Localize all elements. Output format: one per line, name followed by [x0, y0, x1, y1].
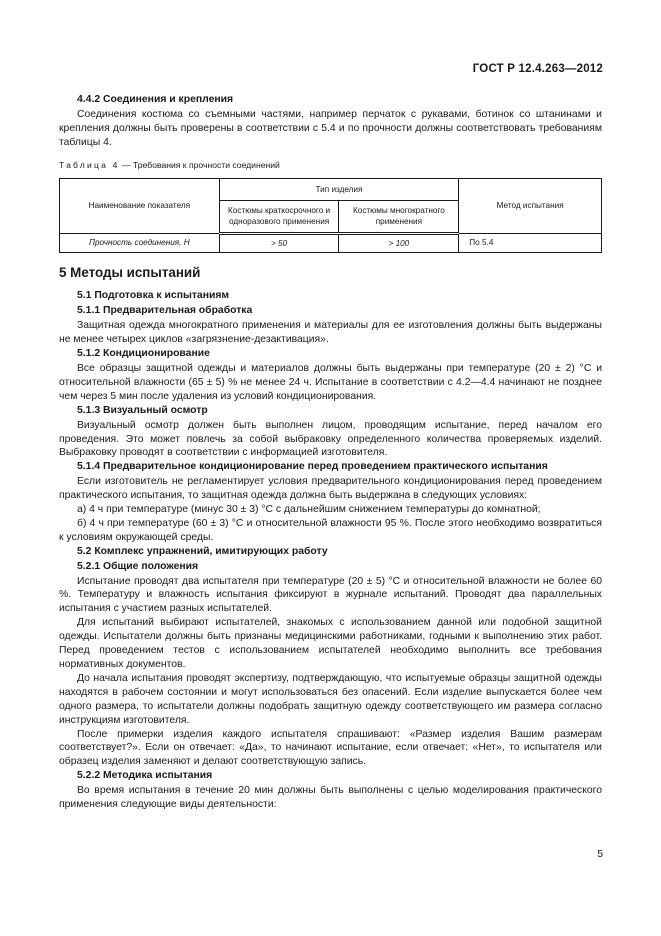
heading-5-1-4: 5.1.4 Предварительное кондиционирование перед проведением практического испытания: [77, 461, 548, 473]
heading-5-1: 5.1 Подготовка к испытаниям: [77, 290, 230, 302]
col-header-short-term: Костюмы краткосрочного и одноразового применения: [219, 200, 339, 233]
paragraph-5-1-2: Все образцы защитной одежды и материалов должны быть выдержаны при температуре (20 ± 2) °С и относительной влажности (65 ± 5) % не менее 24 ч. Испытание в соответствии с 4.2—4.4 начинают не позднее чем через 5 мин после удаления из условий кондиционирования.: [59, 362, 602, 402]
col-header-type: Тип изделия: [219, 178, 459, 200]
heading-5-1-3: 5.1.3 Визуальный осмотр: [77, 404, 208, 416]
heading-4-4-2: 4.4.2 Соединения и крепления: [77, 94, 234, 105]
cell-indicator: Прочность соединения, Н: [60, 233, 220, 252]
paragraph-5-1-3: Визуальный осмотр должен быть выполнен лицом, проводящим испытание, перед началом его проведения. Это может повлечь за собой выбраковку определенного количества проверяемых изделий. Выбраковку проводят в соответствии с информацией изготовителя.: [59, 419, 602, 459]
paragraph-5-1-4: Если изготовитель не регламентирует условия предварительного кондиционирования перед проведением практического испытания, то защитная одежда должна быть выдержана в следующих условиях:: [59, 476, 602, 502]
paragraph-5-2-1-3: До начала испытания проводят экспертизу, подтверждающую, что испытуемые образцы защитной одежды находятся в рабочем состоянии и могут использоваться без опасений. Если изделие выпускается более чем одного размера, то испытатели должны подобрать защитную одежду соответствующего им размера согласно инструкциям изготовителя.: [59, 672, 602, 726]
heading-5-1-1: 5.1.1 Предварительная обработка: [77, 305, 253, 317]
cell-method: По 5.4: [459, 233, 602, 252]
heading-5-1-2: 5.1.2 Кондиционирование: [77, 348, 210, 360]
heading-5-2-1: 5.2.1 Общие положения: [77, 560, 199, 572]
table-4-title: — Требования к прочности соединений: [119, 159, 280, 170]
paragraph-5-1-1: Защитная одежда многократного применения и материалы для ее изготовления должны быть выдержаны не менее четырех циклов «загрязнение-дезактивация».: [59, 320, 602, 346]
list-item-a: а) 4 ч при температуре (минус 30 ± 3) °С с дальнейшим снижением температуры до комнатной;: [77, 504, 541, 516]
paragraph-5-2-1-4: После примерки изделия каждого испытателя спрашивают: «Размер изделия Вашим размерам соответствует?». Если он отвечает: «Да», то начинают испытание, если отвечает: «Нет», то испытателя или образец изделия заменяют и делают соответствующую запись.: [59, 728, 602, 768]
heading-section-5: 5 Методы испытаний: [59, 264, 201, 280]
paragraph-5-2-1-2: Для испытаний выбирают испытателей, знакомых с использованием данной или подобной защитной одежды. Испытатели должны быть признаны медицинскими работниками, годными к выполнению этих работ. Перед проведением тестов с использованием испытателей необходимо выполнить все требования нормативных документов.: [59, 617, 602, 670]
heading-5-2: 5.2 Комплекс упражнений, имитирующих работу: [77, 545, 328, 557]
table-row: [60, 233, 602, 252]
paragraph-5-2-1-1: Испытание проводят два испытателя при температуре (20 ± 5) °С и относительной влажности не более 60 %. Температуру и влажность испытания фиксируют в журнале испытаний. Проводят два параллельных испытания с участием разных испытателей.: [59, 575, 602, 615]
heading-5-2-2: 5.2.2 Методика испытания: [77, 770, 213, 782]
paragraph-4-4-2: Соединения костюма со съемными частями, например перчаток с рукавами, ботинок со штанинами и крепления должны быть проверены в соответствии с 5.4 и по прочности должны соответствовать требованиям таблицы 4.: [59, 108, 602, 148]
col-header-method: Метод испытания: [459, 178, 602, 233]
page-number: 5: [597, 849, 603, 860]
col-header-multi-use: Костюмы многократного применения: [339, 200, 459, 233]
cell-short-term: > 50: [219, 233, 339, 252]
page-content: [59, 93, 602, 812]
table-4-label: Таблица 4: [59, 159, 120, 170]
cell-multi-use: > 100: [339, 233, 459, 252]
col-header-indicator: Наименование показателя: [60, 178, 220, 233]
table-4-caption: [59, 159, 602, 173]
standard-code: ГОСТ Р 12.4.263—2012: [472, 63, 603, 75]
list-item-b: б) 4 ч при температуре (60 ± 3) °С и относительной влажности 95 %. После этого необходимо возвратиться к условиям окружающей среды.: [59, 517, 602, 543]
paragraph-5-2-2: Во время испытания в течение 20 мин должны быть выполнены с целью моделирования практического применения следующие виды деятельности:: [59, 785, 602, 811]
table-4: [59, 178, 602, 253]
